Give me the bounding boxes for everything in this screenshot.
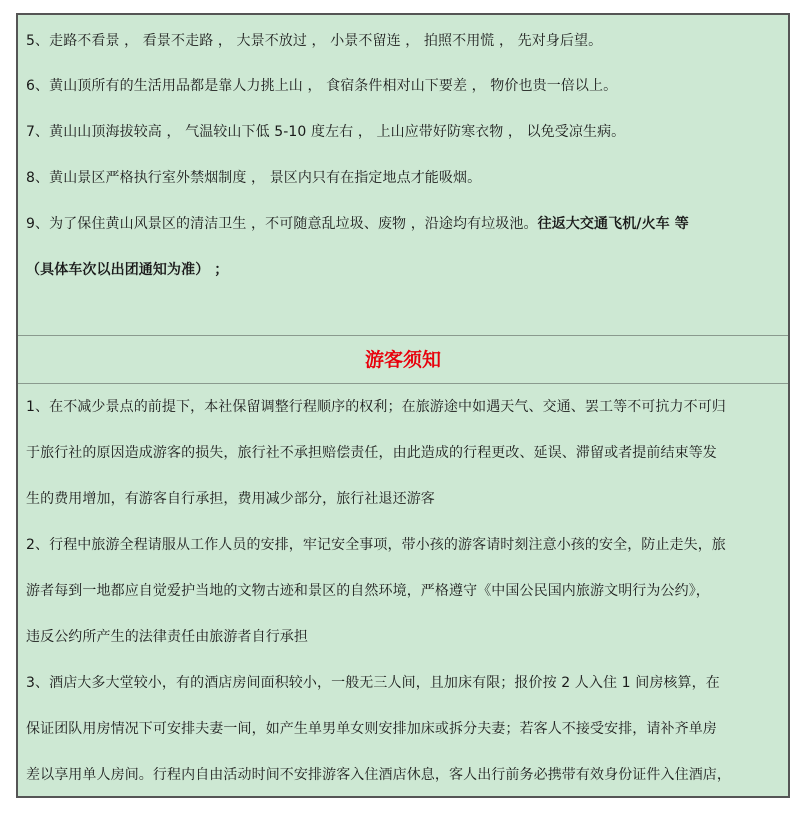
notice-item-1-line-2: 于旅行社的原因造成游客的损失，旅行社不承担赔偿责任，由此造成的行程更改、延误、滞留或者提前结束等发 xyxy=(26,445,717,461)
tip-item-7: 7、黄山山顶海拔较高 ， 气温较山下低 5-10 度左右 ， 上山应带好防寒衣物 ， 以免受凉生病。 xyxy=(26,124,626,140)
tip-item-8: 8、黄山景区严格执行室外禁烟制度 ， 景区内只有在指定地点才能吸烟。 xyxy=(26,170,482,186)
tip-item-6: 6、黄山顶所有的生活用品都是靠人力挑上山 ， 食宿条件相对山下要差 ， 物价也贵一倍以上。 xyxy=(26,78,618,94)
tip-item-5: 5、走路不看景 ， 看景不走路 ， 大景不放过 ， 小景不留连 ， 拍照不用慌 ， 先对身后望。 xyxy=(26,33,603,49)
notice-item-3-line-3: 差以享用单人房间。行程内自由活动时间不安排游客入住酒店休息，客人出行前务必携带有效身份证件入住酒店， xyxy=(26,767,731,783)
section-divider-top xyxy=(18,335,788,336)
tip-item-9-text: 9、为了保住黄山风景区的清洁卫生 ，不可随意乱垃圾、废物 ，沿途均有垃圾池。 xyxy=(26,216,538,232)
tip-item-9-note: （具体车次以出团通知为准） ； xyxy=(26,262,229,278)
notice-item-1-line-3: 生的费用增加，有游客自行承担，费用减少部分，旅行社退还游客 xyxy=(26,491,435,507)
tip-item-9-transport: 往返大交通飞机/火车 等 xyxy=(537,216,689,232)
travel-tips-section xyxy=(18,15,788,335)
notes-panel xyxy=(16,13,790,798)
section-divider-bottom xyxy=(18,383,788,384)
notice-item-2-line-3: 违反公约所产生的法律责任由旅游者自行承担 xyxy=(26,629,308,645)
notice-item-1-line-1: 1、在不减少景点的前提下，本社保留调整行程顺序的权利；在旅游途中如遇天气、交通、罢工等不可抗力不可归 xyxy=(26,399,726,415)
notice-item-3-line-1: 3、酒店大多大堂较小，有的酒店房间面积较小，一般无三人间，且加床有限；报价按 2 人入住 1 间房核算，在 xyxy=(26,675,720,691)
tip-item-9 xyxy=(26,214,689,234)
notice-item-2-line-1: 2、行程中旅游全程请服从工作人员的安排，牢记安全事项，带小孩的游客请时刻注意小孩的安全，防止走失，旅 xyxy=(26,537,726,553)
notice-item-2-line-2: 游者每到一地都应自觉爱护当地的文物古迹和景区的自然环境，严格遵守《中国公民国内旅游文明行为公约》， xyxy=(26,583,710,599)
guest-notice-title: 游客须知 xyxy=(364,349,441,371)
notice-item-3-line-2: 保证团队用房情况下可安排夫妻一间，如产生单男单女则安排加床或拆分夫妻；若客人不接受安排，请补齐单房 xyxy=(26,721,717,737)
